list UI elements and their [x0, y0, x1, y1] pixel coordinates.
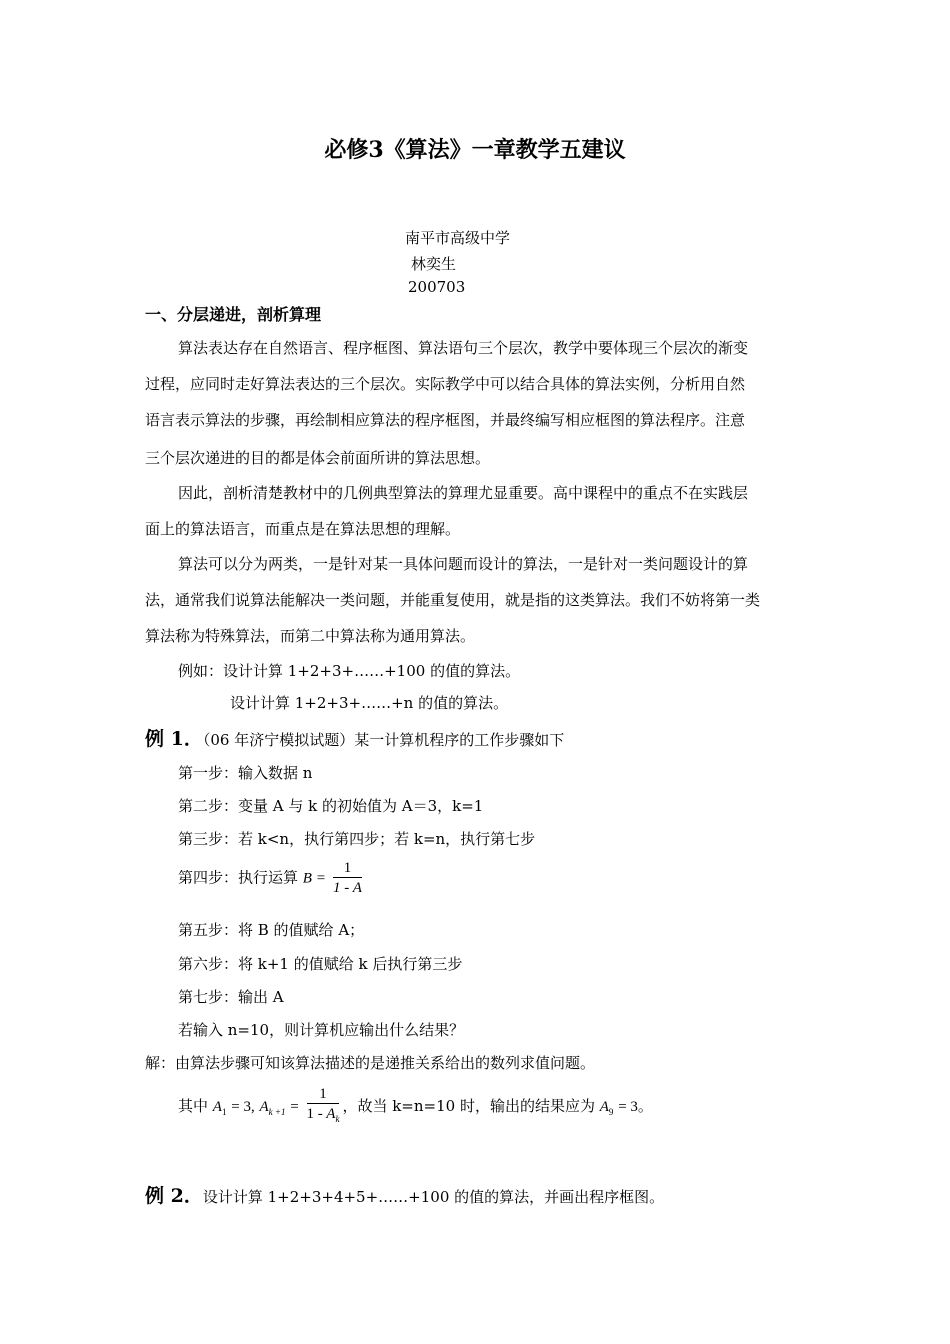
example-2-heading	[145, 1181, 664, 1208]
denominator-prefix: 1 -	[306, 1106, 323, 1122]
step-line: 第一步：输入数据 n	[178, 764, 313, 782]
example-intro: （06 年济宁模拟试题）某一计算机程序的工作步骤如下	[202, 731, 565, 749]
paragraph-line: 法，通常我们说算法能解决一类问题，并能重复使用，就是指的这类算法。我们不妨将第一类	[145, 591, 761, 609]
solution-prefix: 其中	[178, 1097, 209, 1115]
example-label: 例 2．	[145, 1185, 203, 1207]
fraction	[307, 1085, 340, 1129]
fraction-denominator: 1 - A	[333, 880, 362, 896]
paragraph-line: 面上的算法语言，而重点是在算法思想的理解。	[145, 520, 461, 538]
step-line: 第二步：变量 A 与 k 的初始值为 A＝3，k=1	[178, 797, 484, 815]
paragraph-line: 过程，应同时走好算法表达的三个层次。实际教学中可以结合具体的算法实例，分析用自然	[145, 375, 746, 393]
fraction	[333, 859, 362, 898]
solution-formula-line	[178, 1085, 653, 1129]
document-date: 200703	[408, 278, 466, 296]
formula-variable: A	[259, 1099, 269, 1115]
example-1-heading	[145, 724, 564, 751]
fraction-numerator: 1	[307, 1085, 340, 1104]
fraction-numerator: 1	[333, 859, 362, 878]
step-line: 第三步：若 k<n，执行第四步；若 k=n，执行第七步	[178, 830, 536, 848]
question-line: 若输入 n=10，则计算机应输出什么结果？	[178, 1021, 465, 1039]
formula-subscript: k	[335, 1114, 340, 1124]
paragraph-line: 算法可以分为两类，一是针对某一具体问题而设计的算法，一是针对一类问题设计的算	[178, 555, 749, 573]
formula-variable: B	[302, 870, 312, 887]
solution-middle-text: ，故当 k=n=10 时，输出的结果应为	[342, 1097, 595, 1115]
school-name: 南平市高级中学	[405, 229, 511, 247]
paragraph-line: 三个层次递进的目的都是体会前面所讲的算法思想。	[145, 449, 491, 467]
step-line: 第五步：将 B 的值赋给 A；	[178, 921, 365, 939]
paragraph-line: 因此，剖析清楚教材中的几例典型算法的算理尤显重要。高中课程中的重点不在实践层	[178, 484, 749, 502]
formula-equals: = 3	[618, 1099, 638, 1115]
fraction-denominator	[307, 1104, 340, 1129]
author-name: 林奕生	[411, 255, 457, 273]
step-4-line	[178, 859, 365, 898]
solution-end: 。	[637, 1097, 653, 1115]
formula-subscript: 9	[608, 1107, 614, 1117]
step-line: 第六步：将 k+1 的值赋给 k 后执行第三步	[178, 955, 463, 973]
paragraph-line: 算法表达存在自然语言、程序框图、算法语句三个层次，教学中要体现三个层次的渐变	[178, 339, 749, 357]
paragraph-line: 算法称为特殊算法，而第二中算法称为通用算法。	[145, 627, 476, 645]
step-4-text: 第四步：执行运算	[178, 868, 299, 887]
formula-variable: A	[212, 1099, 222, 1115]
example-text: 设计计算 1+2+3+4+5+……+100 的值的算法，并画出程序框图。	[202, 1188, 665, 1206]
solution-line: 解：由算法步骤可知该算法描述的是递推关系给出的数列求值问题。	[145, 1054, 596, 1072]
page-title: 必修3《算法》一章教学五建议	[324, 137, 626, 163]
formula-equals: = 3,	[231, 1099, 255, 1115]
formula-variable: A	[326, 1106, 336, 1122]
paragraph-line: 语言表示算法的步骤，再绘制相应算法的程序框图，并最终编写相应框图的算法程序。注意	[145, 411, 746, 429]
example-line: 设计计算 1+2+3+……+n 的值的算法。	[230, 694, 509, 712]
formula-variable: A	[599, 1099, 609, 1115]
step-line: 第七步：输出 A	[178, 988, 284, 1006]
example-label: 例 1．	[145, 728, 203, 750]
section-heading: 一、分层递进，剖析算理	[145, 305, 322, 324]
formula-equals: =	[316, 870, 326, 887]
example-line: 例如：设计计算 1+2+3+……+100 的值的算法。	[178, 662, 521, 680]
formula-subscript: k +1	[268, 1107, 286, 1117]
formula-equals: =	[290, 1099, 299, 1115]
formula-subscript: 1	[221, 1107, 227, 1117]
